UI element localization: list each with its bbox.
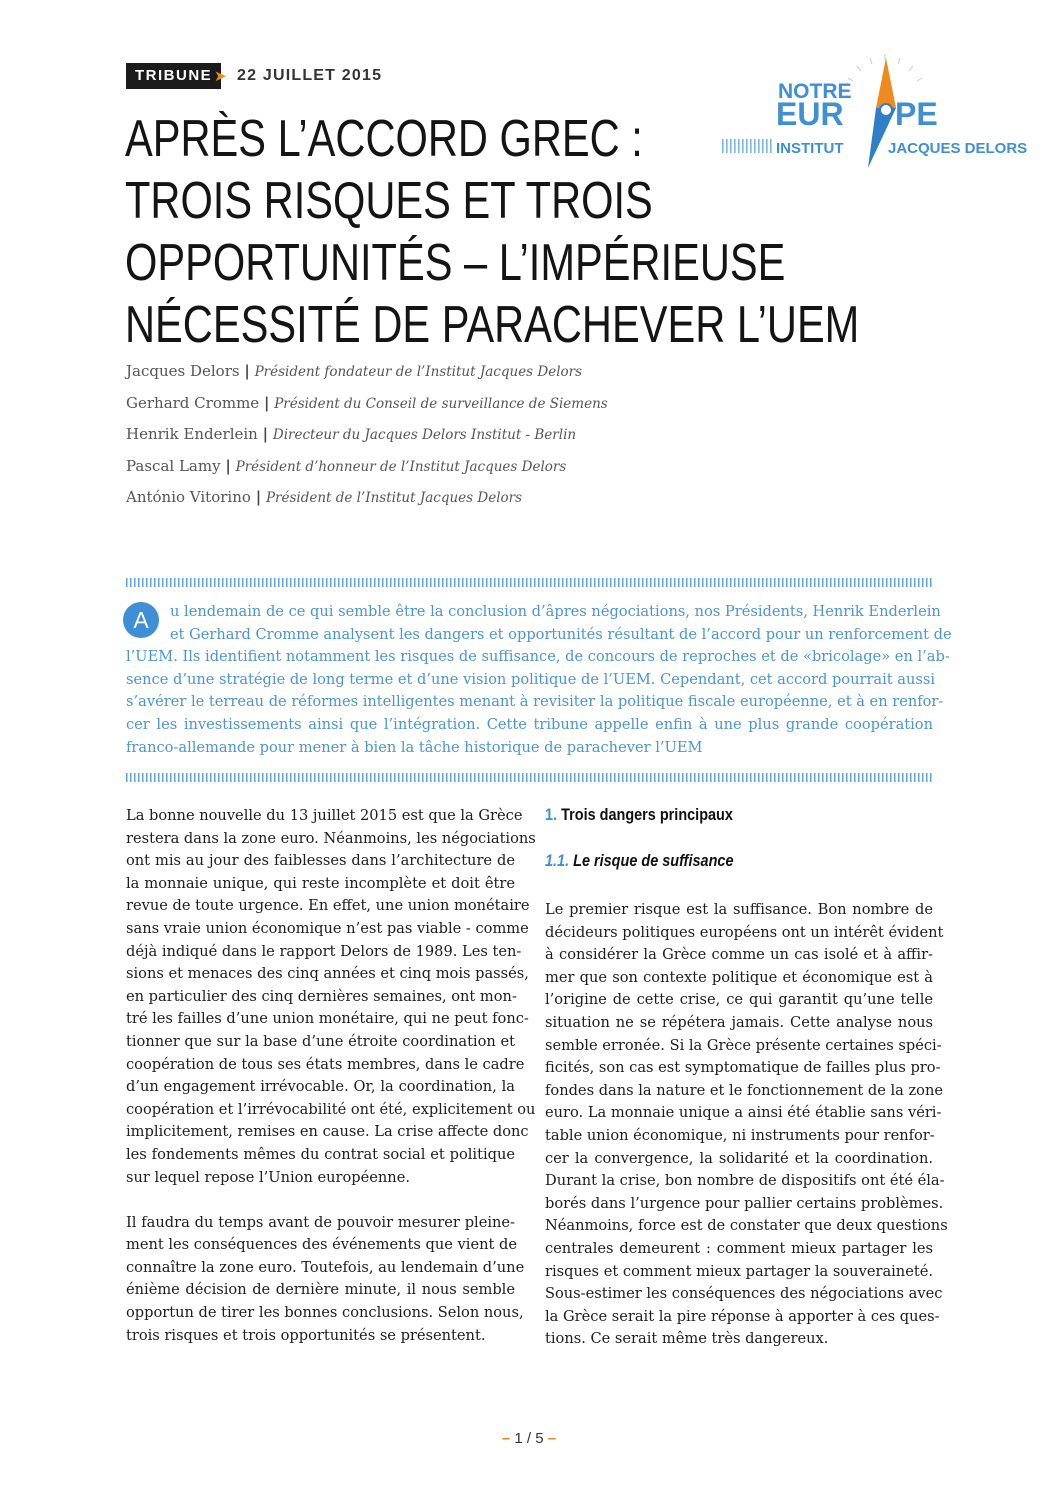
text-line: coopération et l’irrévocabilité ont été, explicitement ou xyxy=(126,1100,536,1118)
page-footer xyxy=(0,1430,1058,1447)
text-line: revue de toute urgence. En effet, une union monétaire xyxy=(126,897,530,915)
logo-europe-b: PE xyxy=(895,96,938,132)
author-entry xyxy=(126,455,886,487)
text-line: la Grèce serait la pire réponse à apporter à ces ques- xyxy=(545,1307,940,1325)
author-role: Président du Conseil de surveillance de Siemens xyxy=(274,395,608,412)
title-line: OPPORTUNITÉS – L’IMPÉRIEUSE xyxy=(125,234,786,292)
author-separator: | xyxy=(244,362,250,380)
footer-dash-right: – xyxy=(547,1430,557,1447)
author-separator: | xyxy=(225,456,231,475)
right-column xyxy=(545,899,948,1351)
abstract-bottom-divider xyxy=(126,773,933,782)
author-separator: | xyxy=(263,393,270,412)
subsection-title: Le risque de suffisance xyxy=(573,851,734,870)
text-line: sans vraie union économique n’est pas viable - comme xyxy=(126,919,529,937)
text-line: décideurs politiques européens ont un intérêt évident xyxy=(545,923,944,941)
text-line: restera dans la zone euro. Néanmoins, les négociations xyxy=(126,829,536,847)
author-list xyxy=(126,360,886,518)
abstract xyxy=(126,601,952,759)
text-line: déjà indiqué dans le rapport Delors de 1989. Les ten- xyxy=(126,942,522,960)
author-role: Président fondateur de l’Institut Jacques Delors xyxy=(254,364,583,380)
author-entry xyxy=(126,486,886,518)
text-line: en particulier des cinq dernières semaines, ont mon- xyxy=(126,987,517,1005)
text-line: fondes dans la nature et le fonctionnement de la zone xyxy=(545,1081,943,1099)
logo-europe-a: EUR xyxy=(776,96,844,132)
text-line: d’un engagement irrévocable. Or, la coordination, la xyxy=(126,1078,515,1096)
author-role: Président de l’Institut Jacques Delors xyxy=(265,490,523,506)
text-line: les fondements mêmes du contrat social et politique xyxy=(126,1145,515,1163)
abstract-line: et Gerhard Cromme analysent les dangers et opportunités résultant de l’accord pour un renforcement de xyxy=(170,625,952,643)
author-name: Gerhard Cromme xyxy=(126,393,260,412)
author-entry xyxy=(126,392,886,424)
abstract-line: u lendemain de ce qui semble être la conclusion d’âpres négociations, nos Présidents, Henrik Enderlein xyxy=(170,603,941,620)
author-name: Henrik Enderlein xyxy=(126,425,258,443)
text-line: table union économique, ni instruments pour renfor- xyxy=(545,1126,935,1144)
text-line: cer la convergence, la solidarité et la coordination. xyxy=(545,1149,933,1167)
paragraph-1 xyxy=(126,805,536,1189)
logo-jacques-delors: JACQUES DELORS xyxy=(888,140,1028,157)
abstract-line: cer les investissements ainsi que l’intégration. Cette tribune appelle enfin à une plus grande coopération xyxy=(126,715,933,733)
text-line: coopération de tous ses états membres, dans le cadre xyxy=(126,1055,525,1073)
text-line: opportun de tirer les bonnes conclusions. Selon nous, xyxy=(126,1304,524,1322)
text-line: tionner que sur la base d’une étroite coordination et xyxy=(126,1032,515,1050)
author-name: António Vitorino xyxy=(126,488,251,506)
logo-barcode xyxy=(722,139,772,153)
author-role: Président d’honneur de l’Institut Jacques Delors xyxy=(235,458,567,475)
text-line: connaître la zone euro. Toutefois, au lendemain d’une xyxy=(126,1258,525,1276)
text-line: Durant la crise, bon nombre de dispositifs ont été éla- xyxy=(545,1172,945,1190)
text-line: sions et menaces des cinq années et cinq mois passés, xyxy=(126,965,529,983)
abstract-line: franco-allemande pour mener à bien la tâche historique de parachever l’UEM xyxy=(126,738,703,756)
abstract-line: sence d’une stratégie de long terme et d’une vision politique de l’UEM. Cependant, cet accord pourrait aussi xyxy=(126,670,936,688)
text-line: tions. Ce serait même très dangereux. xyxy=(545,1330,829,1348)
page-number: 1 / 5 xyxy=(514,1430,544,1447)
text-line: semble erronée. Si la Grèce présente certaines spéci- xyxy=(545,1036,942,1054)
subsection-heading xyxy=(545,851,733,871)
text-line: borés dans l’urgence pour pallier certains problèmes. xyxy=(545,1194,944,1212)
text-line: l’origine de cette crise, ce qui garantit qu’une telle xyxy=(545,991,933,1009)
text-line: sur lequel repose l’Union européenne. xyxy=(126,1168,410,1186)
text-line: euro. La monnaie unique a ainsi été établie sans véri- xyxy=(545,1104,942,1122)
author-separator: | xyxy=(255,488,262,506)
drop-cap: A xyxy=(123,602,159,638)
subsection-number: 1.1. xyxy=(545,851,570,870)
text-line: Sous-estimer les conséquences des négociations avec xyxy=(545,1285,943,1303)
arrow-icon: ➤ xyxy=(214,67,227,85)
author-name: Jacques Delors xyxy=(126,362,240,380)
text-line: centrales demeurent : comment mieux partager les xyxy=(545,1239,933,1257)
notre-europe-logo xyxy=(720,50,1028,175)
author-role: Directeur du Jacques Delors Institut - Berlin xyxy=(272,427,577,443)
abstract-top-divider xyxy=(126,578,933,587)
text-line: ont mis au jour des faiblesses dans l’architecture de xyxy=(126,852,515,870)
logo-notre: NOTRE xyxy=(778,80,852,103)
text-line: Il faudra du temps avant de pouvoir mesurer pleine- xyxy=(126,1213,515,1231)
text-line: Néanmoins, force est de constater que deux questions xyxy=(545,1217,948,1235)
text-line: la monnaie unique, qui reste incomplète et doit être xyxy=(126,874,515,892)
abstract-line: l’UEM. Ils identifient notamment les risques de suffisance, de concours de reproches et de «bricolage» en l’ab- xyxy=(126,648,950,666)
author-entry xyxy=(126,360,886,392)
section-title: Trois dangers principaux xyxy=(561,805,733,824)
left-column xyxy=(126,805,536,1347)
text-line: Le premier risque est la suffisance. Bon nombre de xyxy=(545,901,933,918)
text-line: implicitement, remises en cause. La crise affecte donc xyxy=(126,1123,529,1141)
section-heading xyxy=(545,805,733,825)
text-line: risques et comment mieux partager la souveraineté. xyxy=(545,1262,933,1280)
author-separator: | xyxy=(262,425,269,443)
text-line: La bonne nouvelle du 13 juillet 2015 est que la Grèce xyxy=(126,807,523,824)
paragraph-2 xyxy=(126,1212,525,1348)
footer-dash-left: – xyxy=(501,1430,511,1447)
text-line: situation ne se répétera jamais. Cette analyse nous xyxy=(545,1013,933,1031)
author-entry xyxy=(126,423,886,455)
text-line: tré les failles d’une union monétaire, qui ne peut fonc- xyxy=(126,1010,529,1028)
section-number: 1. xyxy=(545,805,558,824)
text-line: ment les conséquences des événements que vient de xyxy=(126,1236,517,1254)
abstract-line: s’avérer le terreau de réformes intelligentes menant à revisiter la politique fiscale européenne, et à en renfor- xyxy=(126,693,944,711)
text-line: mer que son contexte politique et économique est à xyxy=(545,968,933,986)
title-line: APRÈS L’ACCORD GREC : xyxy=(125,110,643,168)
text-line: à considérer la Grèce comme un cas isolé et à affir- xyxy=(545,946,933,964)
author-name: Pascal Lamy xyxy=(126,456,221,475)
publication-date: 22 JUILLET 2015 xyxy=(237,67,383,84)
article-type-tag: TRIBUNE xyxy=(126,63,221,89)
text-line: énième décision de dernière minute, il nous semble xyxy=(126,1281,515,1299)
text-line: ficités, son cas est symptomatique de failles plus pro- xyxy=(545,1059,941,1077)
text-line: trois risques et trois opportunités se présentent. xyxy=(126,1326,486,1344)
title-line: TROIS RISQUES ET TROIS xyxy=(125,172,653,230)
logo-institut: INSTITUT xyxy=(776,140,844,157)
title-line: NÉCESSITÉ DE PARACHEVER L’UEM xyxy=(125,296,860,354)
